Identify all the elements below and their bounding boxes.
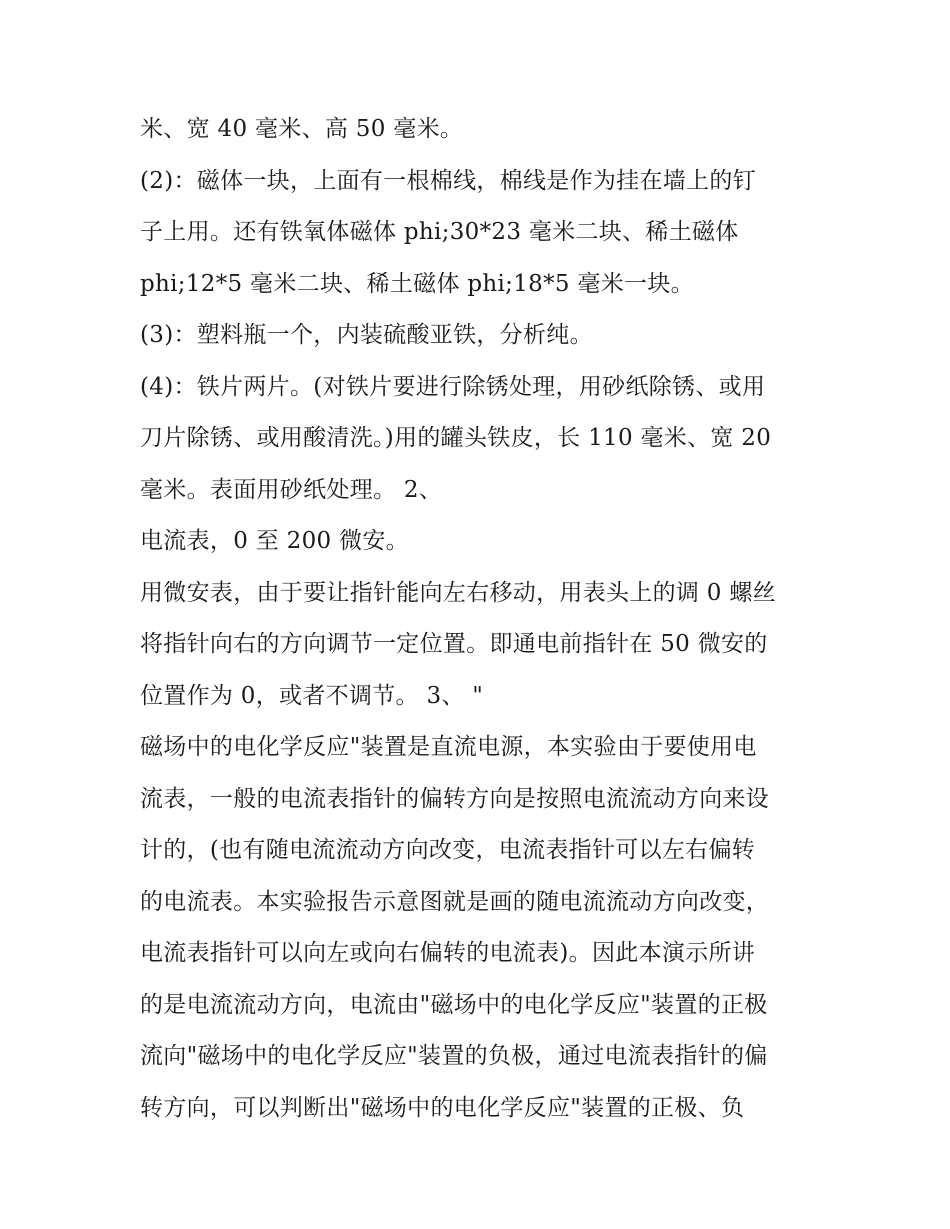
text-line: 转方向，可以判断出"磁场中的电化学反应"装置的正极、负 — [140, 1094, 745, 1121]
text-line: 毫米。表面用砂纸处理。 2、 — [140, 476, 443, 503]
text-line: 磁场中的电化学反应"装置是直流电源，本实验由于要使用电 — [140, 734, 757, 760]
text-line: 的电流表。本实验报告示意图就是画的随电流流动方向改变， — [140, 888, 770, 915]
text-line: 流向"磁场中的电化学反应"装置的负极，通过电流表指针的偏 — [140, 1043, 768, 1069]
text-line: 流表，一般的电流表指针的偏转方向是按照电流流动方向来设 — [140, 785, 770, 812]
text-line: (4)：铁片两片。(对铁片要进行除锈处理，用砂纸除锈、或用 — [140, 373, 766, 400]
text-line: 子上用。还有铁氧体磁体 phi;30*23 毫米二块、稀土磁体 — [140, 219, 739, 245]
text-line: 计的，(也有随电流流动方向改变，电流表指针可以左右偏转 — [140, 837, 756, 863]
text-line: 位置作为 0，或者不调节。 3、 " — [140, 682, 484, 709]
text-line: 电流表指针可以向左或向右偏转的电流表)。因此本演示所讲 — [140, 940, 756, 966]
text-line: 刀片除锈、或用酸清洗。)用的罐头铁皮，长 110 毫米、宽 20 — [140, 425, 772, 451]
text-line: (2)：磁体一块，上面有一根棉线，棉线是作为挂在墙上的钉 — [140, 167, 756, 194]
text-line: 用微安表，由于要让指针能向左右移动，用表头上的调 0 螺丝 — [140, 579, 776, 606]
text-line: 米、宽 40 毫米、高 50 毫米。 — [140, 116, 464, 142]
text-line: phi;12*5 毫米二块、稀土磁体 phi;18*5 毫米一块。 — [140, 270, 694, 297]
text-line: 电流表，0 至 200 微安。 — [140, 528, 409, 554]
text-line: 将指针向右的方向调节一定位置。即通电前指针在 50 微安的 — [140, 631, 768, 657]
text-line: (3)：塑料瓶一个，内装硫酸亚铁，分析纯。 — [140, 322, 593, 348]
text-line: 的是电流流动方向，电流由"磁场中的电化学反应"装置的正极 — [140, 991, 768, 1018]
document-body — [140, 104, 820, 1134]
